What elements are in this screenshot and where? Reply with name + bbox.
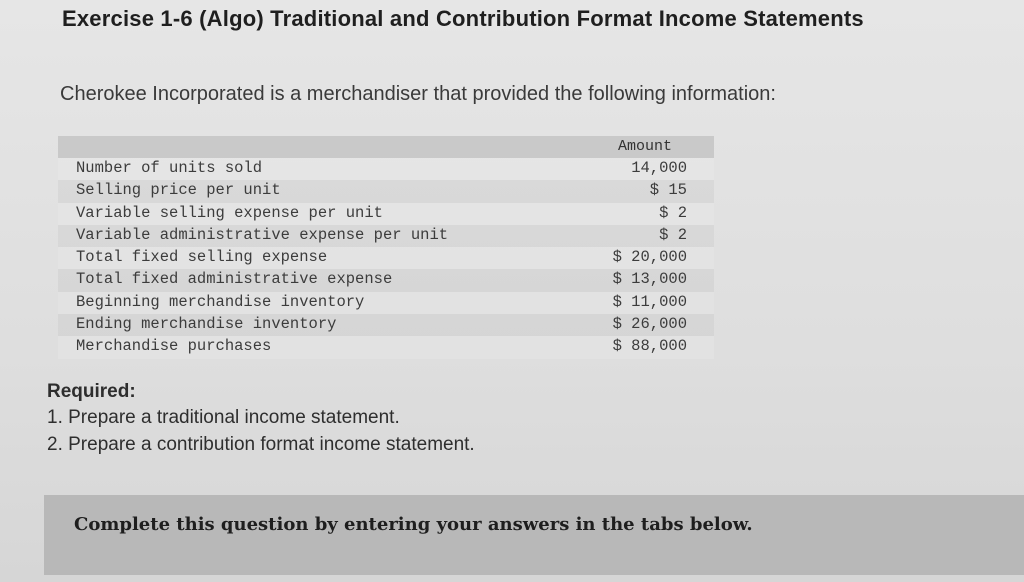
row-label: Variable selling expense per unit [76,203,383,222]
table-header [58,136,714,158]
required-heading: Required: [47,381,136,402]
row-value: $ 88,000 [612,337,687,356]
row-label: Selling price per unit [76,181,281,200]
table-row [58,292,714,314]
table-row [58,180,714,202]
row-value: $ 11,000 [612,292,687,311]
row-label: Total fixed selling expense [76,248,328,267]
table-row [58,203,714,225]
table-row [58,269,714,291]
data-table [58,136,714,359]
intro-text: Cherokee Incorporated is a merchandiser that provided the following information: [60,83,776,105]
row-label: Merchandise purchases [76,337,272,356]
table-row [58,336,714,358]
row-label: Ending merchandise inventory [76,315,337,334]
row-value: $ 26,000 [612,315,687,334]
row-value: $ 2 [659,225,687,244]
table-row [58,247,714,269]
banner-text: Complete this question by entering your answers in the tabs below. [74,514,753,535]
row-value: $ 2 [659,203,687,222]
required-item: 2. Prepare a contribution format income statement. [47,434,475,455]
table-row [58,225,714,247]
row-value: $ 13,000 [612,270,687,289]
amount-column-header: Amount [617,138,672,155]
row-label: Total fixed administrative expense [76,270,393,289]
row-value: $ 20,000 [612,248,687,267]
row-value: $ 15 [649,181,687,200]
table-row [58,314,714,336]
instructions-banner [44,495,1024,575]
table-rows [58,158,714,359]
required-section [47,381,475,458]
row-value: 14,000 [631,159,687,177]
row-label: Variable administrative expense per unit [76,225,449,244]
required-item: 1. Prepare a traditional income statement. [47,407,400,428]
row-label: Beginning merchandise inventory [76,292,365,311]
table-row [58,158,714,180]
row-label: Number of units sold [76,159,263,177]
page-title: Exercise 1-6 (Algo) Traditional and Contribution Format Income Statements [62,6,864,31]
